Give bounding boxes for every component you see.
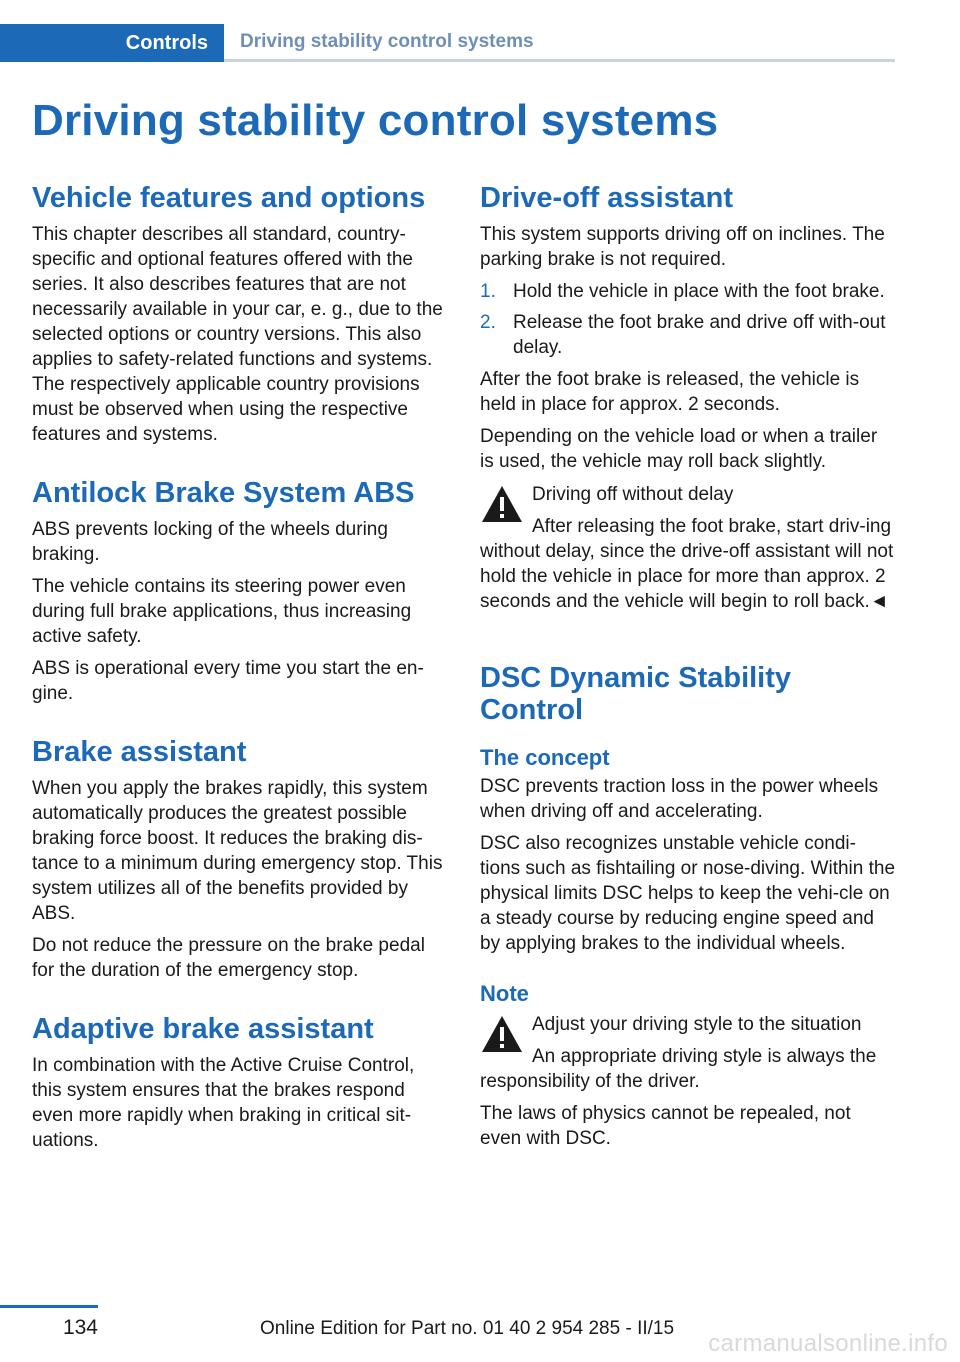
warning-drive-off [480, 482, 896, 614]
warning-title: Driving off without delay [532, 484, 734, 505]
step-number: 1. [480, 281, 496, 302]
paragraph-drive-off-1: After the foot brake is released, the vehicle is held in place for approx. 2 seconds. [480, 369, 860, 415]
heading-vehicle-features: Vehicle features and options [32, 182, 426, 214]
warning-text: An appropriate driving style is always the responsibility of the driver. [480, 1046, 877, 1092]
paragraph-drive-off-2: Depending on the vehicle load or when a trailer is used, the vehicle may roll back slightly. [480, 426, 878, 472]
paragraph-adaptive-brake-assistant: In combination with the Active Cruise Control, this system ensures that the brakes respond even more rapidly when braking in critical sit-uations. [32, 1055, 415, 1151]
heading-drive-off-assistant: Drive-off assistant [480, 182, 734, 214]
paragraph-dsc-1: DSC prevents traction loss in the power wheels when driving off and accelerating. [480, 776, 879, 822]
list-item [480, 310, 896, 360]
paragraph-brake-assistant-2: Do not reduce the pressure on the brake pedal for the duration of the emergency stop. [32, 935, 425, 981]
page-title: Driving stability control systems [32, 96, 719, 145]
header-bar [0, 24, 895, 62]
paragraph-vehicle-features: This chapter describes all standard, country-specific and optional features offered with the series. It also describes features that are not necessarily available in your car, e. g., due to the selected options or country versions. This also applies to safety-related functions and systems. The respectively applicable country provisions must be observed when using the respective features and systems. [32, 224, 443, 445]
warning-triangle-icon [480, 1014, 524, 1054]
step-number: 2. [480, 312, 496, 333]
header-section-tab[interactable]: Controls [0, 24, 224, 62]
heading-note: Note [480, 981, 529, 1006]
paragraph-brake-assistant-1: When you apply the brakes rapidly, this system automatically produces the greatest possible braking force boost. It reduces the braking dis-tance to a minimum during emergency stop. This system utilizes all of the benefits provided by ABS. [32, 778, 443, 924]
step-text: Release the foot brake and drive off with-out delay. [513, 312, 886, 358]
list-item [480, 279, 896, 304]
heading-dsc: DSC Dynamic Stability Control [480, 662, 792, 726]
paragraph-dsc-2: DSC also recognizes unstable vehicle condi-tions such as fishtailing or nose-diving. Within the physical limits DSC helps to keep the vehi-cle on a steady course by reducing engine speed and by applying brakes to the individual wheels. [480, 833, 896, 954]
right-column [480, 182, 896, 1158]
warning-title: Adjust your driving style to the situation [532, 1014, 862, 1035]
step-text: Hold the vehicle in place with the foot brake. [513, 281, 885, 302]
warning-text: After releasing the foot brake, start driv-ing without delay, since the drive-off assistant will not hold the vehicle in place for more than approx. 2 seconds and the vehicle will begin to roll back.◄ [480, 516, 894, 612]
paragraph-abs-1: ABS prevents locking of the wheels during braking. [32, 519, 388, 565]
paragraph-abs-3: ABS is operational every time you start the en-gine. [32, 658, 424, 704]
paragraph-drive-off-intro: This system supports driving off on inclines. The parking brake is not required. [480, 224, 885, 270]
header-chapter-tab[interactable]: Driving stability control systems [224, 24, 895, 62]
heading-brake-assistant: Brake assistant [32, 736, 247, 768]
heading-the-concept: The concept [480, 745, 610, 770]
watermark: carmanualsonline.info [708, 1330, 948, 1357]
drive-off-steps [480, 279, 896, 360]
heading-abs: Antilock Brake System ABS [32, 477, 415, 509]
warning-triangle-icon [480, 484, 524, 524]
paragraph-dsc-3: The laws of physics cannot be repealed, not even with DSC. [480, 1103, 851, 1149]
warning-note [480, 1012, 896, 1094]
footer-divider [0, 1305, 98, 1308]
page-number: 134 [62, 1316, 98, 1339]
heading-adaptive-brake-assistant: Adaptive brake assistant [32, 1013, 374, 1045]
paragraph-abs-2: The vehicle contains its steering power even during full brake applications, thus increasing active safety. [32, 576, 412, 647]
edition-note: Online Edition for Part no. 01 40 2 954 285 - II/15 [260, 1318, 675, 1339]
left-column [32, 182, 448, 1160]
